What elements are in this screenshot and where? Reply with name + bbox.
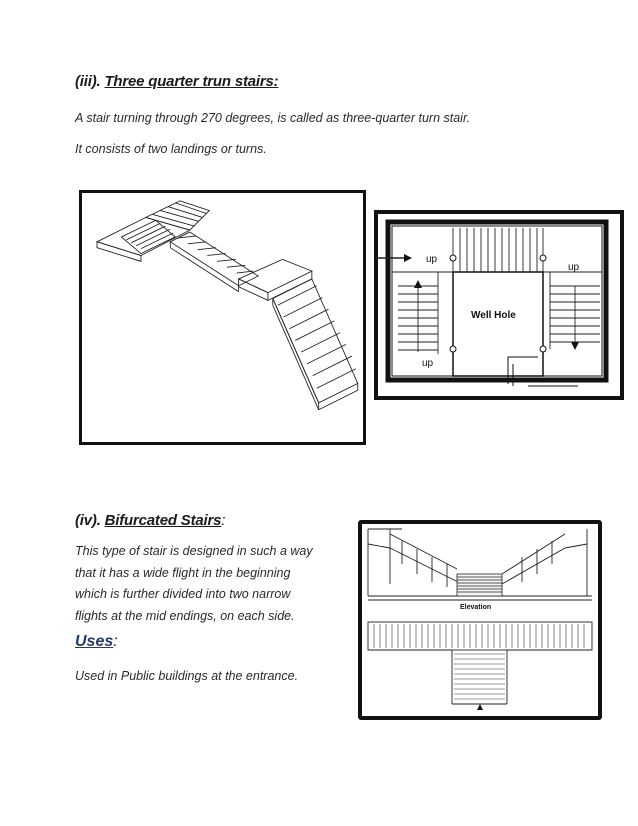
uses-text: Used in Public buildings at the entrance. bbox=[75, 669, 299, 683]
isometric-stair-figure bbox=[79, 190, 366, 445]
section-iii-line1: A stair turning through 270 degrees, is called as three-quarter turn stair. bbox=[75, 111, 471, 125]
section-iii-line2: It consists of two landings or turns. bbox=[75, 142, 267, 156]
stair-plan-drawing bbox=[378, 214, 620, 396]
uses-heading bbox=[75, 633, 118, 651]
section-iv-prefix: (iv). bbox=[75, 512, 101, 529]
plan-label-up-bottom: up bbox=[422, 358, 434, 369]
section-iv-heading bbox=[75, 512, 225, 529]
section-iv-description-2: that it has a wide flight in the beginning bbox=[75, 566, 291, 580]
plan-label-up-top-right: up bbox=[568, 262, 580, 273]
uses-colon: : bbox=[113, 633, 118, 650]
section-iv-title: Bifurcated Stairs bbox=[104, 512, 222, 529]
section-iii-prefix: (iii). bbox=[75, 73, 101, 90]
section-iii-title: Three quarter trun stairs: bbox=[104, 73, 279, 90]
uses-title: Uses bbox=[75, 633, 114, 650]
isometric-stair-drawing bbox=[82, 193, 363, 442]
bifurcated-stair-figure bbox=[358, 520, 602, 720]
section-iv-description-4: flights at the mid endings, on each side. bbox=[75, 609, 295, 623]
plan-label-up-top-left: up bbox=[426, 254, 438, 265]
stair-plan-figure bbox=[374, 210, 624, 400]
section-iii-heading bbox=[75, 73, 278, 90]
bifurcated-label-elevation: Elevation bbox=[460, 604, 492, 611]
plan-label-well-hole: Well Hole bbox=[471, 310, 516, 321]
bifurcated-stair-drawing bbox=[362, 524, 598, 716]
section-iv-colon: : bbox=[221, 512, 226, 529]
section-iv-description-3: which is further divided into two narrow bbox=[75, 587, 291, 601]
section-iv-description-1: This type of stair is designed in such a way bbox=[75, 544, 313, 558]
